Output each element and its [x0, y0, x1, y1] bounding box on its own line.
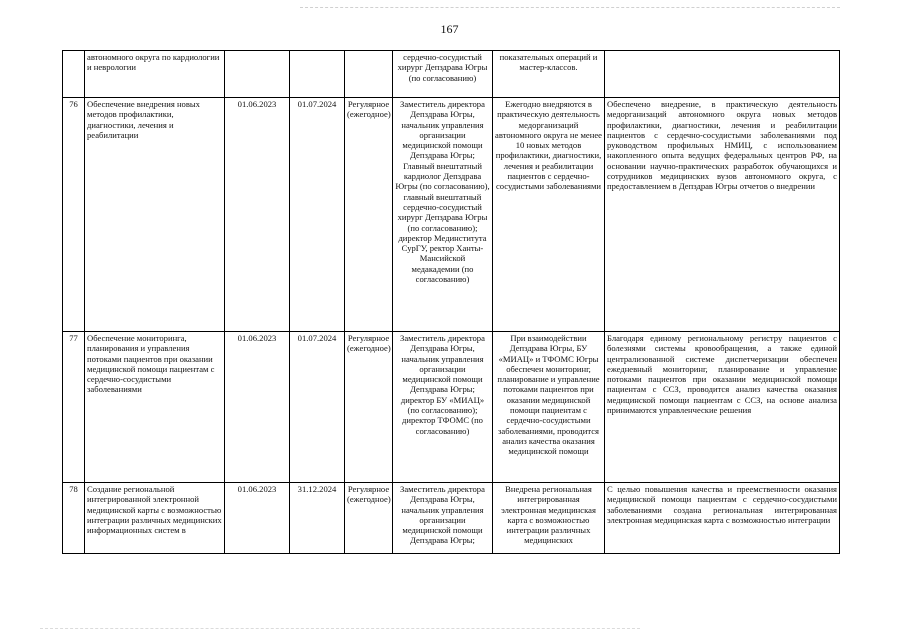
activity-name: Обеспечение внедрения новых методов профилактики, диагностики, лечения и реабилитации [85, 98, 225, 332]
result: С целью повышения качества и преемственности оказания медицинской помощи пациентам с сердечно-сосудистыми заболеваниями создана региональная интегрированная электронная медицинская карта с возможностью интеграции [605, 483, 840, 554]
frequency [345, 51, 393, 98]
row-number: 77 [63, 332, 85, 483]
table-row [63, 332, 840, 483]
start-date: 01.06.2023 [225, 483, 290, 554]
result: Обеспечено внедрение, в практическую деятельность медорганизаций автономного округа новых методов профилактики, диагностики, лечения и реабилитации пациентов с сердечно-сосудистыми заболеваниями под руководством профильных НМИЦ, с использованием накопленного опыта ведущих федеральных центров РФ, на основании научно-практических разработок обучающихся и сотрудников медицинских вузов автономного округа, с предоставлением в Депздрав Югры отчетов о внедрении [605, 98, 840, 332]
start-date [225, 51, 290, 98]
scan-edge-top [300, 7, 840, 8]
end-date: 01.07.2024 [290, 332, 345, 483]
indicator: показательных операций и мастер-классов. [493, 51, 605, 98]
page-number: 167 [440, 22, 459, 36]
row-number [63, 51, 85, 98]
activity-name: Обеспечение мониторинга, планирования и управления потоками пациентов при оказании медицинской помощи пациентам с сердечно-сосудистыми заболеваниями [85, 332, 225, 483]
start-date: 01.06.2023 [225, 332, 290, 483]
end-date: 01.07.2024 [290, 98, 345, 332]
responsible: Заместитель директора Депздрава Югры, начальник управления организации медицинской помощи Депздрава Югры; директор БУ «МИАЦ» (по согласованию); директор ТФОМС (по согласованию) [393, 332, 493, 483]
activities-table [62, 50, 840, 554]
responsible: Заместитель директора Депздрава Югры, начальник управления организации медицинской помощи Депздрава Югры; [393, 483, 493, 554]
result: Благодаря единому региональному регистру пациентов с болезнями системы кровообращения, а также единой централизованной системе диспетчеризации обеспечен ежедневный мониторинг, планирование и управление потоками пациентов при оказании медицинской помощи пациентам с ССЗ, проводится анализ качества оказания медицинской помощи пациентам с ССЗ, на основе анализа принимаются управленческие решения [605, 332, 840, 483]
indicator: При взаимодействии Депздрава Югры, БУ «МИАЦ» и ТФОМС Югры обеспечен мониторинг, планирование и управление потоками пациентов при оказании медицинской помощи пациентам с сердечно-сосудистыми заболеваниями, проводится анализ качества оказания медицинской помощи [493, 332, 605, 483]
result [605, 51, 840, 98]
end-date [290, 51, 345, 98]
frequency: Регулярное (ежегодное) [345, 332, 393, 483]
activity-name: Создание региональной интегрированной электронной медицинской карты с возможностью интеграции различных медицинских информационных систем в [85, 483, 225, 554]
activity-name: автономного округа по кардиологии и неврологии [85, 51, 225, 98]
responsible: Заместитель директора Депздрава Югры, начальник управления организации медицинской помощи Депздрава Югры; Главный внештатный кардиолог Депздрава Югры (по согласованию), главный внештатный сердечно-сосудистый хирург Депздрава Югры (по согласованию); директор Мединститута СурГУ, ректор Ханты-Мансийской медакадемии (по согласованию) [393, 98, 493, 332]
indicator: Ежегодно внедряются в практическую деятельность медорганизаций автономного округа не менее 10 новых методов профилактики, диагностики, лечения и реабилитации пациентов с сердечно-сосудистыми заболеваниями [493, 98, 605, 332]
table-row [63, 51, 840, 98]
indicator: Внедрена региональная интегрированная электронная медицинская карта с возможностью интеграции различных медицинских [493, 483, 605, 554]
table-row [63, 98, 840, 332]
frequency: Регулярное (ежегодное) [345, 483, 393, 554]
row-number: 76 [63, 98, 85, 332]
start-date: 01.06.2023 [225, 98, 290, 332]
frequency: Регулярное (ежегодное) [345, 98, 393, 332]
row-number: 78 [63, 483, 85, 554]
responsible: сердечно-сосудистый хирург Депздрава Югры (по согласованию) [393, 51, 493, 98]
end-date: 31.12.2024 [290, 483, 345, 554]
table-row [63, 483, 840, 554]
scan-edge-bottom [40, 628, 640, 629]
